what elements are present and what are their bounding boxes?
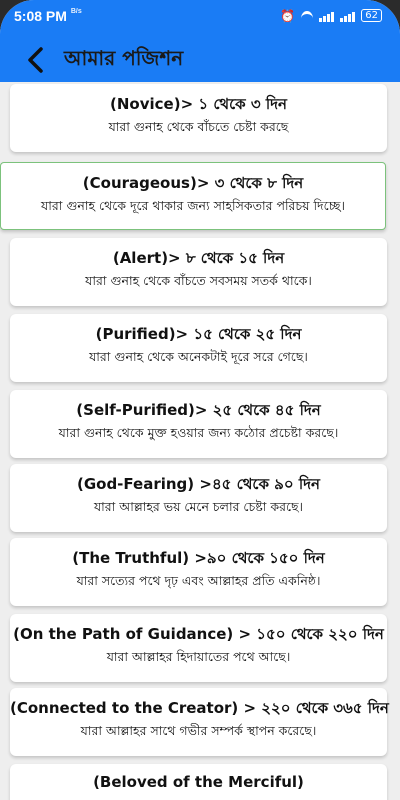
signal-icon-2: [340, 10, 355, 22]
level-card-god-fearing[interactable]: [10, 464, 387, 532]
level-description: যারা গুনাহ থেকে বাঁচতে সবসময় সতর্ক থাকে।: [85, 273, 312, 288]
page-title: আমার পজিশন: [64, 45, 184, 70]
level-card-courageous[interactable]: [0, 162, 386, 230]
wifi-icon: [301, 11, 313, 26]
level-card-novice[interactable]: [10, 84, 387, 152]
level-card-connected-to-creator[interactable]: [10, 688, 387, 756]
level-list[interactable]: [0, 82, 400, 800]
level-description: যারা আল্লাহর সাথে গভীর সম্পর্ক স্থাপন করেছে।: [80, 723, 317, 738]
network-speed: B/s: [70, 8, 82, 15]
level-title: (Alert)> ৮ থেকে ১৫ দিন: [112, 249, 285, 267]
level-title: (Novice)> ১ থেকে ৩ দিন: [110, 95, 287, 113]
status-time: [14, 8, 82, 24]
status-icons: [280, 8, 382, 23]
level-description: যারা গুনাহ থেকে বাঁচতে চেষ্টা করছে: [108, 119, 289, 134]
level-card-purified[interactable]: [10, 314, 387, 382]
signal-icon: [319, 10, 334, 22]
level-description: যারা গুনাহ থেকে মুক্ত হওয়ার জন্য কঠোর প্রচেষ্টা করছে।: [58, 425, 339, 440]
level-description: যারা সত্যের পথে দৃঢ় এবং আল্লাহর প্রতি একনিষ্ঠ।: [76, 573, 321, 588]
app-bar: [0, 38, 400, 82]
level-description: যারা আল্লাহর হিদায়াতের পথে আছে।: [106, 649, 291, 664]
level-title: (Self-Purified)> ২৫ থেকে ৪৫ দিন: [76, 401, 321, 419]
level-title: (The Truthful) >৯০ থেকে ১৫০ দিন: [72, 549, 325, 567]
status-time-text: 5:08 PM: [14, 8, 67, 24]
level-title: (Connected to the Creator) > ২২০ থেকে ৩৬৫ দিন: [10, 699, 389, 717]
back-button[interactable]: [14, 38, 58, 82]
level-title: (Courageous)> ৩ থেকে ৮ দিন: [82, 174, 304, 192]
level-card-self-purified[interactable]: [10, 390, 387, 458]
level-card-truthful[interactable]: [10, 538, 387, 606]
alarm-icon: ⏰: [280, 8, 296, 23]
level-card-path-of-guidance[interactable]: [10, 614, 387, 682]
level-title: (On the Path of Guidance) > ১৫০ থেকে ২২০ দিন: [13, 625, 384, 643]
level-description: যারা আল্লাহর ভয় মেনে চলার চেষ্টা করছে।: [93, 499, 304, 514]
level-description: যারা গুনাহ থেকে অনেকটাই দূরে সরে গেছে।: [89, 349, 308, 364]
status-bar: [0, 0, 400, 34]
back-arrow-icon: [21, 45, 51, 75]
header: [0, 0, 400, 82]
level-description: যারা গুনাহ থেকে দূরে থাকার জন্য সাহসিকতার পরিচয় দিচ্ছে।: [41, 198, 345, 213]
level-card-alert[interactable]: [10, 238, 387, 306]
battery-icon: 62: [361, 9, 382, 22]
level-card-beloved-of-merciful[interactable]: [10, 764, 387, 800]
level-title: (Beloved of the Merciful): [93, 773, 304, 791]
level-title: (Purified)> ১৫ থেকে ২৫ দিন: [95, 325, 302, 343]
level-title: (God-Fearing) >৪৫ থেকে ৯০ দিন: [76, 475, 321, 493]
